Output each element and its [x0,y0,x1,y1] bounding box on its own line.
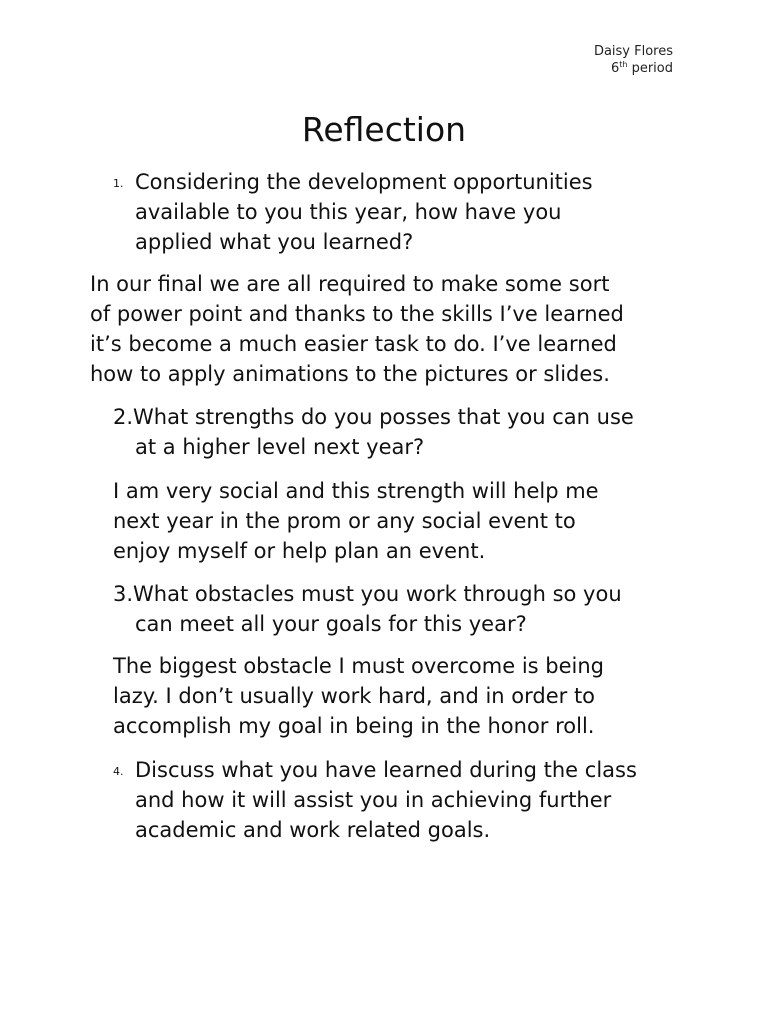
answer-2 [113,476,713,566]
question-2 [113,402,683,462]
question-2-line: What strengths do you posses that you can use [133,405,634,429]
period-word: period [631,61,673,76]
answer-3-line: accomplish my goal in being in the honor roll. [113,714,595,738]
page-title: Reflection [301,110,467,149]
answer-2-line: next year in the prom or any social event to [113,509,576,533]
header-block [594,43,673,77]
answer-1-line: how to apply animations to the pictures or slides. [90,362,610,386]
answer-3-line: lazy. I don’t usually work hard, and in order to [113,684,596,708]
question-1-line: available to you this year, how have you [135,200,562,224]
question-1-line: Considering the development opportunities [135,170,593,194]
answer-1-line: it’s become a much easier task to do. I’ve learned [90,332,617,356]
answer-1-line: In our final we are all required to make some sort [90,272,610,296]
question-4 [135,755,695,845]
answer-1-line: of power point and thanks to the skills I’ve learned [90,302,624,326]
question-4-number: 4. [113,765,124,778]
answer-2-line: I am very social and this strength will help me [113,479,599,503]
question-3-line: What obstacles must you work through so you [133,582,622,606]
question-4-line: and how it will assist you in achieving further [135,788,612,812]
question-3-number: 3. [113,582,134,606]
question-2-line: at a higher level next year? [135,435,425,459]
answer-2-line: enjoy myself or help plan an event. [113,539,486,563]
period-suffix: th [619,60,628,69]
question-1 [135,167,695,257]
author-name: Daisy Flores [593,44,673,59]
question-3 [113,579,683,639]
question-1-number: 1. [113,177,124,190]
question-1-line: applied what you learned? [135,230,414,254]
question-4-line: Discuss what you have learned during the class [135,758,637,782]
answer-1 [90,269,690,389]
question-3-line: can meet all your goals for this year? [135,612,527,636]
question-2-number: 2. [113,405,134,429]
answer-3-line: The biggest obstacle I must overcome is being [113,654,604,678]
question-4-line: academic and work related goals. [135,818,491,842]
answer-3 [113,651,713,741]
period-number: 6 [610,61,620,76]
class-period [594,60,673,77]
